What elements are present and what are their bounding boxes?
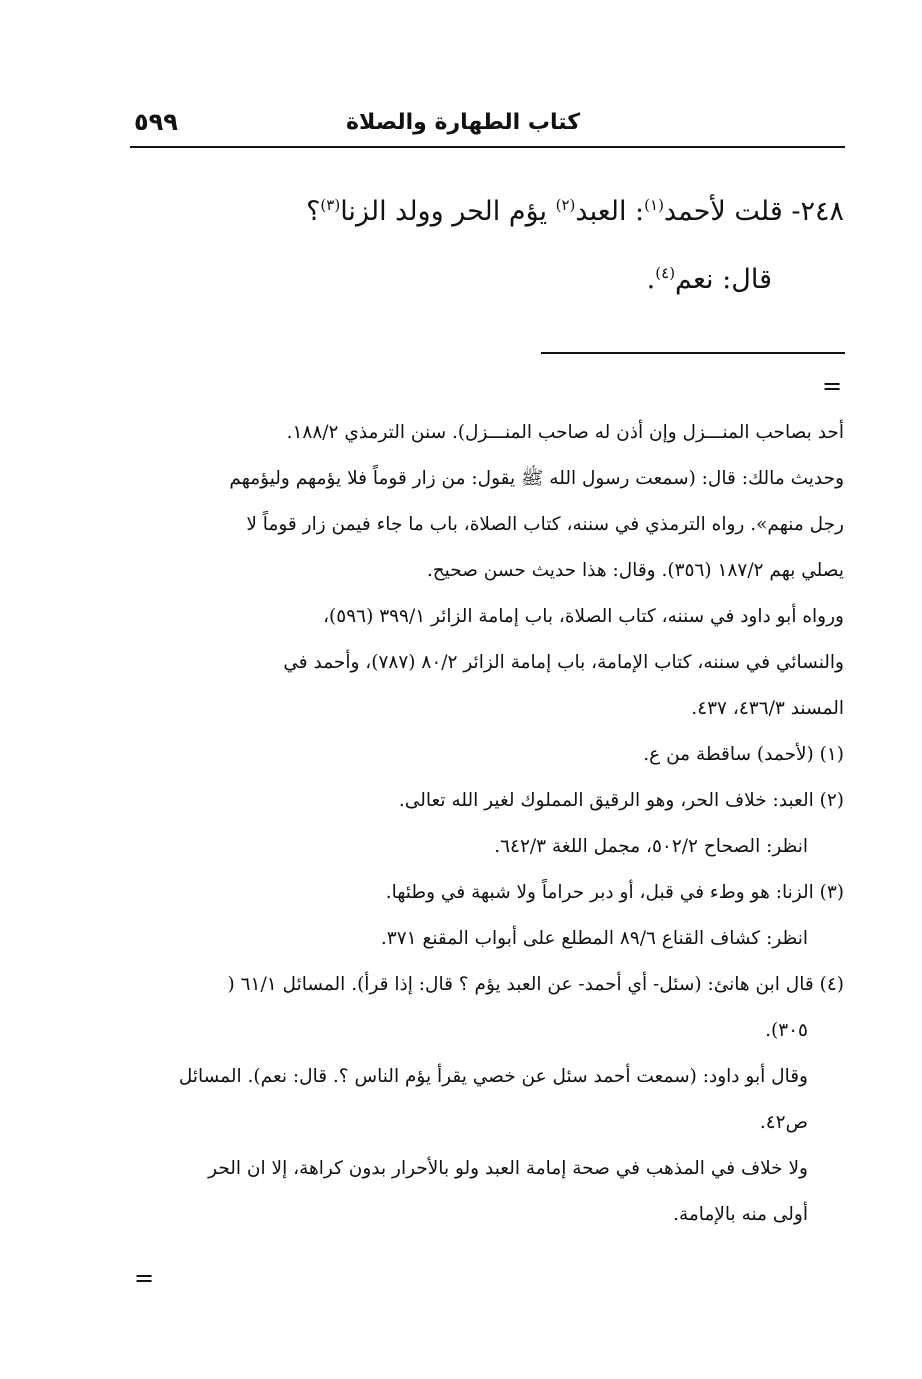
continuation-mark-bottom: = <box>134 1264 155 1292</box>
footnote-line: أولى منه بالإمامة. <box>673 1204 808 1225</box>
answer-text: قال: نعم <box>675 264 772 295</box>
question-248 <box>306 196 844 227</box>
footnote-ref-2: (٢) <box>555 196 576 214</box>
footnote-line: ولا خلاف في المذهب في صحة إمامة العبد ولو بالأحرار بدون كراهة، إلا ان الحر <box>208 1158 808 1179</box>
footnote-divider <box>541 352 845 354</box>
footnote-line: يصلي بهم ١٨٧/٢ (٣٥٦). وقال: هذا حديث حسن صحيح. <box>426 560 844 581</box>
footnote-line: ورواه أبو داود في سننه، كتاب الصلاة، باب إمامة الزائر ٣٩٩/١ (٥٩٦)، <box>323 606 844 627</box>
footnote-line: وقال أبو داود: (سمعت أحمد سئل عن خصي يقرأ يؤم الناس ؟. قال: نعم). المسائل <box>178 1066 808 1087</box>
footnote-line: وحديث مالك: قال: (سمعت رسول الله ﷺ يقول: من زار قوماً فلا يؤمهم وليؤمهم <box>229 468 844 489</box>
continuation-mark-top: = <box>822 372 843 400</box>
footnote-line: المسند ٤٣٦/٣، ٤٣٧. <box>691 698 844 719</box>
footnote-line: أحد بصاحب المنـــزل وإن أذن له صاحب المنـــزل). سنن الترمذي ١٨٨/٢. <box>286 422 844 443</box>
footnote-line: ص٤٢. <box>759 1112 808 1133</box>
answer-suffix: . <box>646 264 656 295</box>
question-part-3: يؤم الحر وولد الزنا <box>340 196 556 227</box>
footnote-line: (٣) الزنا: هو وطء في قبل، أو دبر حراماً ولا شبهة في وطئها. <box>385 882 844 903</box>
footnote-ref-4: (٤) <box>655 264 676 282</box>
chapter-title: كتاب الطهارة والصلاة <box>346 110 580 135</box>
footnote-line: انظر: كشاف القناع ٨٩/٦ المطلع على أبواب المقنع ٣٧١. <box>380 928 808 949</box>
footnote-ref-1: (١) <box>644 196 664 214</box>
question-part-2: : العبد <box>575 196 645 227</box>
footnote-line: (١) (لأحمد) ساقطة من ع. <box>643 744 844 765</box>
question-suffix: ؟ <box>306 196 321 227</box>
footnote-line: ٣٠٥). <box>765 1020 808 1041</box>
question-prefix: ٢٤٨- قلت لأحمد <box>663 196 844 227</box>
footnote-line: (٤) قال ابن هانئ: (سئل- أي أحمد- عن العبد يؤم ؟ قال: إذا قرأ). المسائل ٦١/١ ( <box>227 974 844 995</box>
page-header <box>130 106 845 148</box>
footnote-line: والنسائي في سننه، كتاب الإمامة، باب إمامة الزائر ٨٠/٢ (٧٨٧)، وأحمد في <box>283 652 844 673</box>
footnote-line: (٢) العبد: خلاف الحر، وهو الرقيق المملوك لغير الله تعالى. <box>398 790 844 811</box>
answer <box>647 264 772 295</box>
footnote-line: رجل منهم». رواه الترمذي في سننه، كتاب الصلاة، باب ما جاء فيمن زار قوماً لا <box>246 514 844 535</box>
footnote-ref-3: (٣) <box>320 196 341 214</box>
footnotes-block <box>132 410 844 1238</box>
footnote-line: انظر: الصحاح ٥٠٢/٢، مجمل اللغة ٦٤٢/٣. <box>494 836 808 857</box>
page-number: ٥٩٩ <box>134 108 178 136</box>
